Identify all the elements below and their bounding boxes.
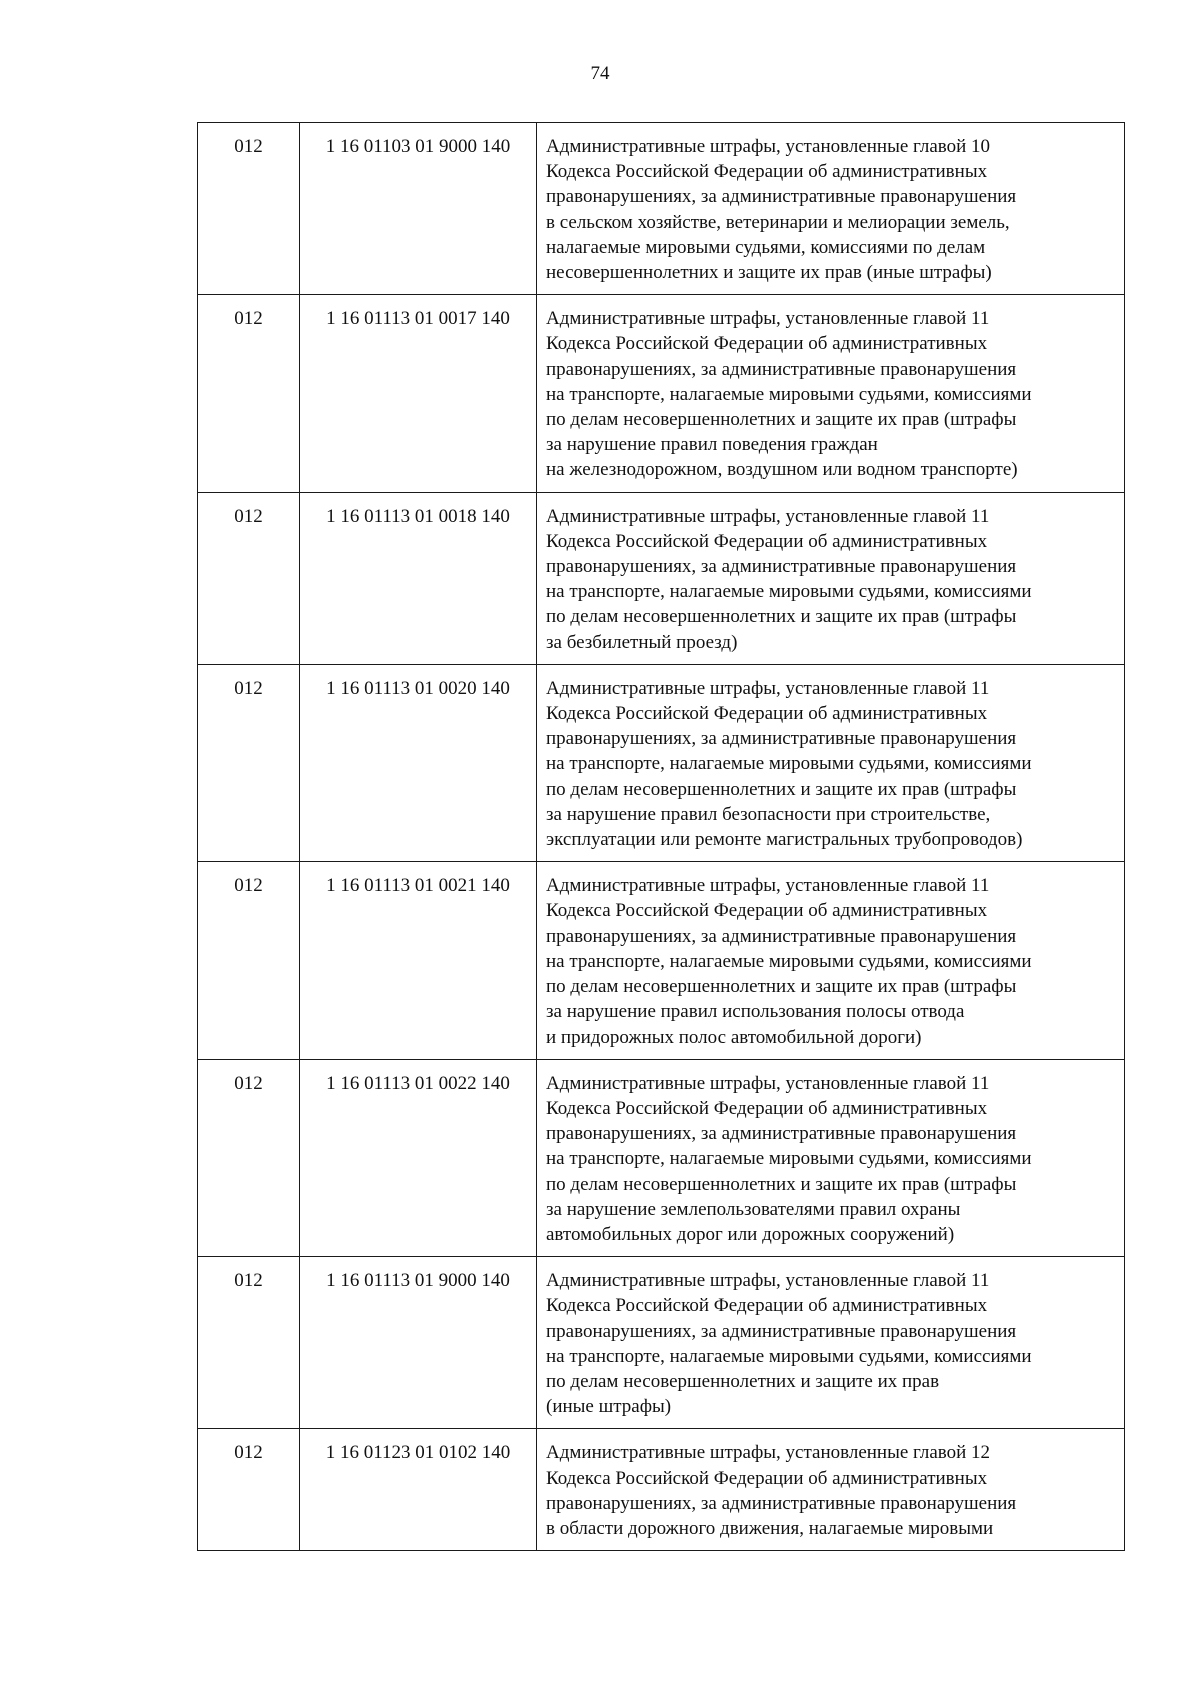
description-line: в области дорожного движения, налагаемые мировыми — [546, 1517, 994, 1539]
description-line: на транспорте, налагаемые мировыми судьями, комиссиями — [546, 753, 1032, 775]
table-row — [198, 295, 1125, 492]
description-cell — [537, 123, 1125, 295]
description-line: (иные штрафы) — [546, 1396, 672, 1418]
description-line: по делам несовершеннолетних и защите их прав (штрафы — [546, 976, 1017, 998]
classification-code-cell: 1 16 01103 01 9000 140 — [300, 123, 537, 295]
description-line: Кодекса Российской Федерации об административных — [546, 1097, 988, 1119]
description-line: в сельском хозяйстве, ветеринарии и мелиорации земель, — [546, 211, 1010, 233]
page-number: 74 — [590, 63, 610, 84]
description-line: на транспорте, налагаемые мировыми судьями, комиссиями — [546, 383, 1032, 405]
classification-code-cell: 1 16 01113 01 9000 140 — [300, 1257, 537, 1429]
description-line: Кодекса Российской Федерации об административных — [546, 900, 988, 922]
description-line: за безбилетный проезд) — [546, 631, 738, 653]
description-line: Административные штрафы, установленные главой 11 — [546, 308, 990, 330]
classification-code-cell: 1 16 01123 01 0102 140 — [300, 1429, 537, 1551]
description-line: эксплуатации или ремонте магистральных трубопроводов) — [546, 829, 1023, 851]
description-line: Административные штрафы, установленные главой 10 — [546, 136, 991, 157]
table-row — [198, 1257, 1125, 1429]
admin-code-cell: 012 — [198, 1059, 300, 1256]
description-line: по делам несовершеннолетних и защите их прав — [546, 1370, 940, 1392]
description-line: за нарушение правил безопасности при строительстве, — [546, 803, 991, 825]
description-line: Административные штрафы, установленные главой 11 — [546, 677, 990, 699]
description-line: Кодекса Российской Федерации об административных — [546, 1295, 988, 1317]
description-line: Кодекса Российской Федерации об административных — [546, 333, 988, 355]
description-cell — [537, 492, 1125, 664]
description-line: на транспорте, налагаемые мировыми судьями, комиссиями — [546, 1148, 1032, 1170]
description-cell — [537, 1429, 1125, 1551]
description-line: правонарушениях, за административные правонарушения — [546, 1320, 1017, 1342]
table-row — [198, 1059, 1125, 1256]
description-line: на транспорте, налагаемые мировыми судьями, комиссиями — [546, 581, 1032, 603]
admin-code-cell: 012 — [198, 1429, 300, 1551]
table-row — [198, 664, 1125, 861]
description-line: Кодекса Российской Федерации об административных — [546, 703, 988, 725]
description-line: автомобильных дорог или дорожных сооружений) — [546, 1223, 955, 1245]
admin-code-cell: 012 — [198, 123, 300, 295]
description-line: на транспорте, налагаемые мировыми судьями, комиссиями — [546, 950, 1032, 972]
admin-code-cell: 012 — [198, 862, 300, 1059]
table-row — [198, 862, 1125, 1059]
description-line: правонарушениях, за административные правонарушения — [546, 1492, 1017, 1514]
description-line: Кодекса Российской Федерации об административных — [546, 161, 988, 183]
table-body — [198, 123, 1125, 1551]
description-line: по делам несовершеннолетних и защите их прав (штрафы — [546, 1173, 1017, 1195]
classification-code-cell: 1 16 01113 01 0017 140 — [300, 295, 537, 492]
description-line: правонарушениях, за административные правонарушения — [546, 728, 1017, 750]
table-row — [198, 1429, 1125, 1551]
description-line: за нарушение правил использования полосы отвода — [546, 1001, 965, 1023]
description-line: правонарушениях, за административные правонарушения — [546, 556, 1017, 578]
admin-code-cell: 012 — [198, 295, 300, 492]
description-line: по делам несовершеннолетних и защите их прав (штрафы — [546, 606, 1017, 628]
description-line: Административные штрафы, установленные главой 11 — [546, 1072, 990, 1094]
description-cell — [537, 862, 1125, 1059]
description-line: правонарушениях, за административные правонарушения — [546, 186, 1017, 208]
description-line: за нарушение правил поведения граждан — [546, 434, 878, 456]
admin-code-cell: 012 — [198, 664, 300, 861]
classification-code-cell: 1 16 01113 01 0021 140 — [300, 862, 537, 1059]
description-line: Кодекса Российской Федерации об административных — [546, 1467, 988, 1489]
description-cell — [537, 664, 1125, 861]
classification-code-cell: 1 16 01113 01 0020 140 — [300, 664, 537, 861]
description-line: налагаемые мировыми судьями, комиссиями по делам — [546, 236, 986, 258]
description-line: по делам несовершеннолетних и защите их прав (штрафы — [546, 409, 1017, 431]
description-line: Административные штрафы, установленные главой 11 — [546, 505, 990, 527]
description-line: по делам несовершеннолетних и защите их прав (штрафы — [546, 778, 1017, 800]
table-row — [198, 492, 1125, 664]
description-line: за нарушение землепользователями правил охраны — [546, 1198, 961, 1220]
description-line: и придорожных полос автомобильной дороги) — [546, 1026, 922, 1048]
budget-classification-table — [197, 122, 1125, 1551]
admin-code-cell: 012 — [198, 492, 300, 664]
description-line: правонарушениях, за административные правонарушения — [546, 1123, 1017, 1145]
description-line: Административные штрафы, установленные главой 11 — [546, 1270, 990, 1292]
description-line: на транспорте, налагаемые мировыми судьями, комиссиями — [546, 1345, 1032, 1367]
description-line: несовершеннолетних и защите их прав (иные штрафы) — [546, 262, 992, 284]
description-line: Административные штрафы, установленные главой 11 — [546, 875, 990, 897]
description-line: на железнодорожном, воздушном или водном транспорте) — [546, 459, 1018, 481]
classification-code-cell: 1 16 01113 01 0022 140 — [300, 1059, 537, 1256]
description-cell — [537, 295, 1125, 492]
description-cell — [537, 1257, 1125, 1429]
description-line: Кодекса Российской Федерации об административных — [546, 530, 988, 552]
description-line: правонарушениях, за административные правонарушения — [546, 925, 1017, 947]
description-line: Административные штрафы, установленные главой 12 — [546, 1442, 991, 1464]
description-cell — [537, 1059, 1125, 1256]
table-row — [198, 123, 1125, 295]
description-line: правонарушениях, за административные правонарушения — [546, 358, 1017, 380]
admin-code-cell: 012 — [198, 1257, 300, 1429]
classification-code-cell: 1 16 01113 01 0018 140 — [300, 492, 537, 664]
